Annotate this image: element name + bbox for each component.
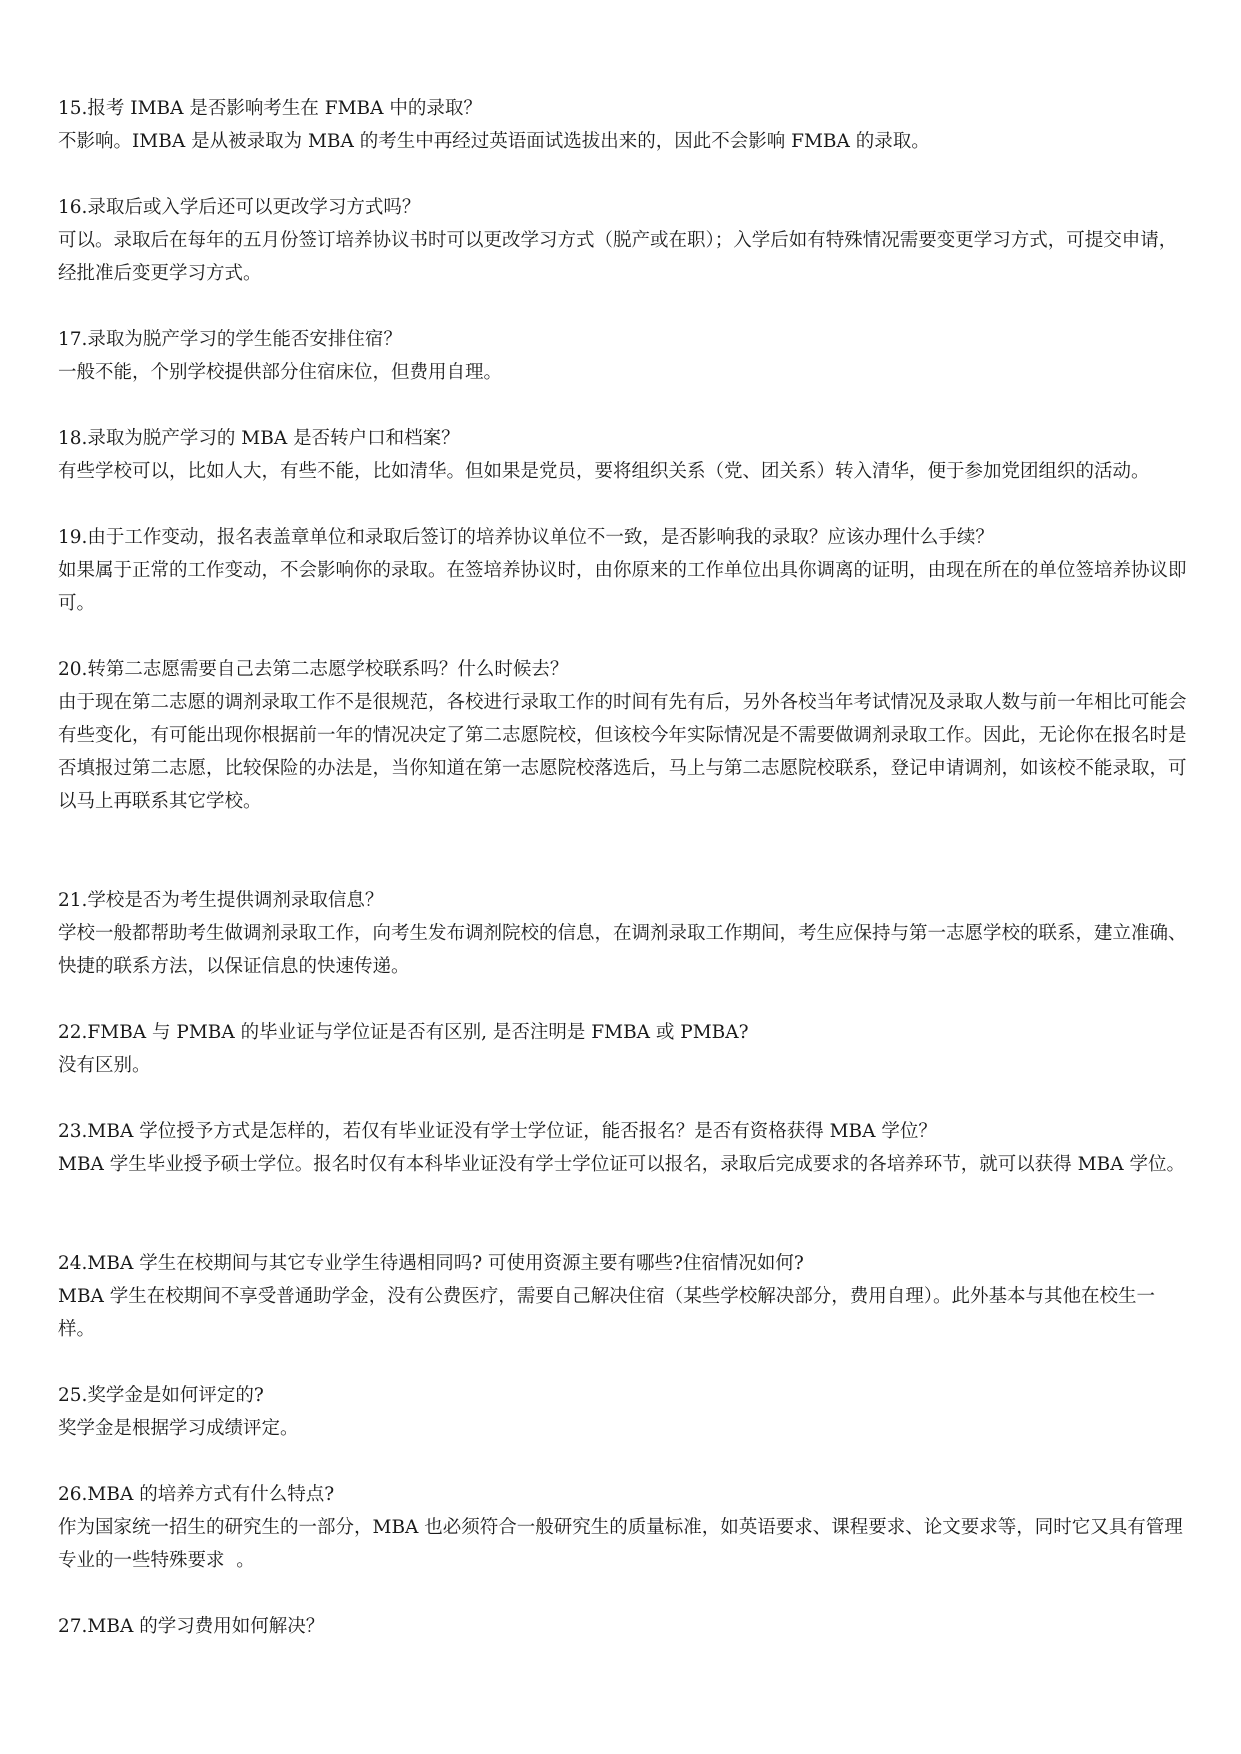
faq-item-23 bbox=[58, 1115, 1188, 1181]
question-23: 23.MBA 学位授予方式是怎样的，若仅有毕业证没有学士学位证，能否报名？是否有资格获得 MBA 学位？ bbox=[58, 1121, 937, 1142]
faq-item-22 bbox=[58, 1016, 1188, 1082]
faq-item-17 bbox=[58, 323, 1188, 389]
question-25: 25.奖学金是如何评定的? bbox=[58, 1385, 264, 1406]
question-24: 24.MBA 学生在校期间与其它专业学生待遇相同吗? 可使用资源主要有哪些?住宿情况如何? bbox=[58, 1253, 804, 1274]
faq-item-15 bbox=[58, 92, 1188, 158]
answer-23: MBA 学生毕业授予硕士学位。报名时仅有本科毕业证没有学士学位证可以报名，录取后完成要求的各培养环节，就可以获得 MBA 学位。 bbox=[58, 1154, 1185, 1175]
question-18: 18.录取为脱产学习的 MBA 是否转户口和档案？ bbox=[58, 428, 460, 449]
answer-20: 由于现在第二志愿的调剂录取工作不是很规范，各校进行录取工作的时间有先有后，另外各校当年考试情况及录取人数与前一年相比可能会有些变化，有可能出现你根据前一年的情况决定了第二志愿院校，但该校今年实际情况是不需要做调剂录取工作。因此，无论你在报名时是否填报过第二志愿，比较保险的办法是，当你知道在第一志愿院校落选后，马上与第二志愿院校联系，登记申请调剂，如该校不能录取，可以马上再联系其它学校。 bbox=[58, 692, 1187, 812]
answer-25: 奖学金是根据学习成绩评定。 bbox=[58, 1418, 299, 1439]
question-22: 22.FMBA 与 PMBA 的毕业证与学位证是否有区别, 是否注明是 FMBA 或 PMBA? bbox=[58, 1022, 749, 1043]
answer-17: 一般不能，个别学校提供部分住宿床位，但费用自理。 bbox=[58, 362, 503, 383]
question-19: 19.由于工作变动，报名表盖章单位和录取后签订的培养协议单位不一致，是否影响我的录取？应该办理什么手续？ bbox=[58, 527, 994, 548]
answer-24: MBA 学生在校期间不享受普通助学金，没有公费医疗，需要自己解决住宿（某些学校解决部分，费用自理）。此外基本与其他在校生一样。 bbox=[58, 1286, 1156, 1340]
question-16: 16.录取后或入学后还可以更改学习方式吗？ bbox=[58, 197, 421, 218]
answer-18: 有些学校可以，比如人大，有些不能，比如清华。但如果是党员，要将组织关系（党、团关系）转入清华，便于参加党团组织的活动。 bbox=[58, 461, 1150, 482]
answer-22: 没有区别。 bbox=[58, 1055, 151, 1076]
faq-body bbox=[58, 92, 1188, 1643]
answer-21: 学校一般都帮助考生做调剂录取工作，向考生发布调剂院校的信息，在调剂录取工作期间，考生应保持与第一志愿学校的联系，建立准确、快捷的联系方法，以保证信息的快速传递。 bbox=[58, 923, 1187, 977]
faq-item-20 bbox=[58, 653, 1188, 818]
question-21: 21.学校是否为考生提供调剂录取信息？ bbox=[58, 890, 384, 911]
answer-19: 如果属于正常的工作变动，不会影响你的录取。在签培养协议时，由你原来的工作单位出具你调离的证明，由现在所在的单位签培养协议即可。 bbox=[58, 560, 1187, 614]
faq-item-16 bbox=[58, 191, 1188, 290]
faq-item-26 bbox=[58, 1478, 1188, 1577]
question-20: 20.转第二志愿需要自己去第二志愿学校联系吗？什么时候去？ bbox=[58, 659, 569, 680]
faq-item-19 bbox=[58, 521, 1188, 620]
faq-item-25 bbox=[58, 1379, 1188, 1445]
faq-item-18 bbox=[58, 422, 1188, 488]
answer-15: 不影响。IMBA 是从被录取为 MBA 的考生中再经过英语面试选拔出来的，因此不会影响 FMBA 的录取。 bbox=[58, 131, 930, 152]
question-17: 17.录取为脱产学习的学生能否安排住宿？ bbox=[58, 329, 402, 350]
question-26: 26.MBA 的培养方式有什么特点? bbox=[58, 1484, 335, 1505]
faq-item-24 bbox=[58, 1247, 1188, 1346]
answer-26: 作为国家统一招生的研究生的一部分，MBA 也必须符合一般研究生的质量标准，如英语要求、课程要求、论文要求等，同时它又具有管理专业的一些特殊要求 。 bbox=[58, 1517, 1183, 1571]
question-27: 27.MBA 的学习费用如何解决？ bbox=[58, 1616, 325, 1637]
faq-item-21 bbox=[58, 884, 1188, 983]
faq-item-27 bbox=[58, 1610, 1188, 1643]
answer-16: 可以。录取后在每年的五月份签订培养协议书时可以更改学习方式（脱产或在职）；入学后如有特殊情况需要变更学习方式，可提交申请，经批准后变更学习方式。 bbox=[58, 230, 1178, 284]
question-15: 15.报考 IMBA 是否影响考生在 FMBA 中的录取？ bbox=[58, 98, 482, 119]
